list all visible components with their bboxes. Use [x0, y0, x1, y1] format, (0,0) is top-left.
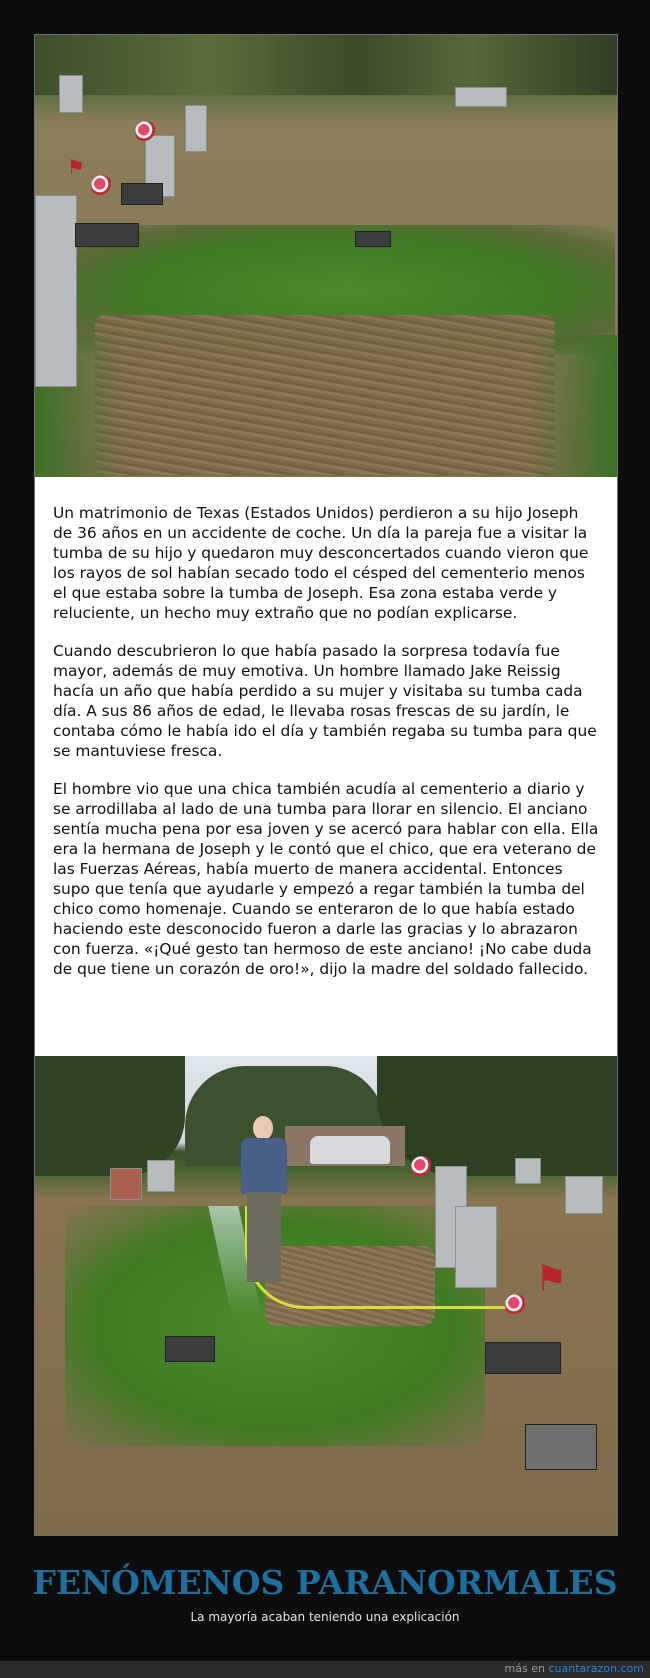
parked-car [310, 1136, 390, 1164]
credit-bar [0, 1661, 650, 1678]
headstone [185, 105, 207, 152]
headstone [515, 1158, 541, 1184]
grave-plaque [355, 231, 391, 247]
man-pants [247, 1192, 281, 1282]
american-flag-icon: ⚑ [67, 155, 85, 179]
headstone [110, 1168, 142, 1200]
headstone [455, 87, 507, 107]
story-paragraph-1: Un matrimonio de Texas (Estados Unidos) perdieron a su hijo Joseph de 36 años en un accidente de coche. Un día la pareja fue a visitar la tumba de su hijo y quedaron muy desconcertados cuando vieron que los rayos de sol habían secado todo el césped del cementerio menos el que estaba sobre la tumba de Joseph. Esa zona estaba verde y reluciente, un hecho muy extraño que no podían explicarse. [53, 504, 589, 622]
cemetery-photo-top [35, 35, 617, 477]
grave-plaque [485, 1342, 561, 1374]
headstone [35, 195, 77, 387]
flower-bouquet [411, 1156, 433, 1178]
grave-plaque [165, 1336, 215, 1362]
headstone [147, 1160, 175, 1192]
tree-line [35, 35, 617, 95]
flower-bouquet [135, 121, 157, 143]
post-frame [34, 34, 618, 1536]
credit-text [505, 1662, 644, 1675]
headstone [565, 1176, 603, 1214]
grass-edge [35, 335, 617, 477]
american-flag-icon: ⚑ [535, 1259, 568, 1300]
grave-plaque [121, 183, 163, 205]
elderly-man [235, 1116, 295, 1296]
man-head [253, 1116, 273, 1140]
grave-plaque [525, 1424, 597, 1470]
page-subtitle: La mayoría acaban teniendo una explicación [190, 1610, 460, 1624]
story-paragraph-3: El hombre vio que una chica también acudía al cementerio a diario y se arrodillaba al lado de una tumba para llorar en silencio. El anciano sentía mucha pena por esa joven y se acercó para hablar con ella. Ella era la hermana de Joseph y le contó que el chico, que era veterano de las Fuerzas Aéreas, había muerto de manera accidental. Entonces supo que tenía que ayudarle y empezó a regar también la tumba del chico como homenaje. Cuando se enteraron de lo que había estado haciendo este desconocido fueron a darle las gracias y lo abrazaron con fuerza. «¡Qué gesto tan hermoso de este anciano! ¡No cabe duda de que tiene un corazón de oro!», dijo la madre del soldado fallecido. [53, 780, 599, 978]
cemetery-photo-bottom [35, 1056, 617, 1535]
flower-bouquet [91, 175, 113, 197]
grave-plaque [75, 223, 139, 247]
source-link[interactable]: cuantarazon.com [548, 1662, 644, 1675]
story-text [35, 477, 617, 1056]
flower-bouquet [505, 1294, 527, 1316]
tree-line [35, 1056, 185, 1176]
man-shirt [241, 1138, 287, 1194]
credit-prefix: más en [504, 1662, 545, 1675]
headstone [59, 75, 83, 113]
tree-line [377, 1056, 617, 1176]
story-paragraph-2: Cuando descubrieron lo que había pasado la sorpresa todavía fue mayor, además de muy emotiva. Un hombre llamado Jake Reissig hacía un año que había perdido a su mujer y visitaba su tumba cada día. A sus 86 años de edad, le llevaba rosas frescas de su jardín, le contaba cómo le había ido el día y también regaba su tumba para que se mantuviese fresca. [53, 642, 597, 760]
page-title: FENÓMENOS PARANORMALES [32, 1563, 618, 1602]
